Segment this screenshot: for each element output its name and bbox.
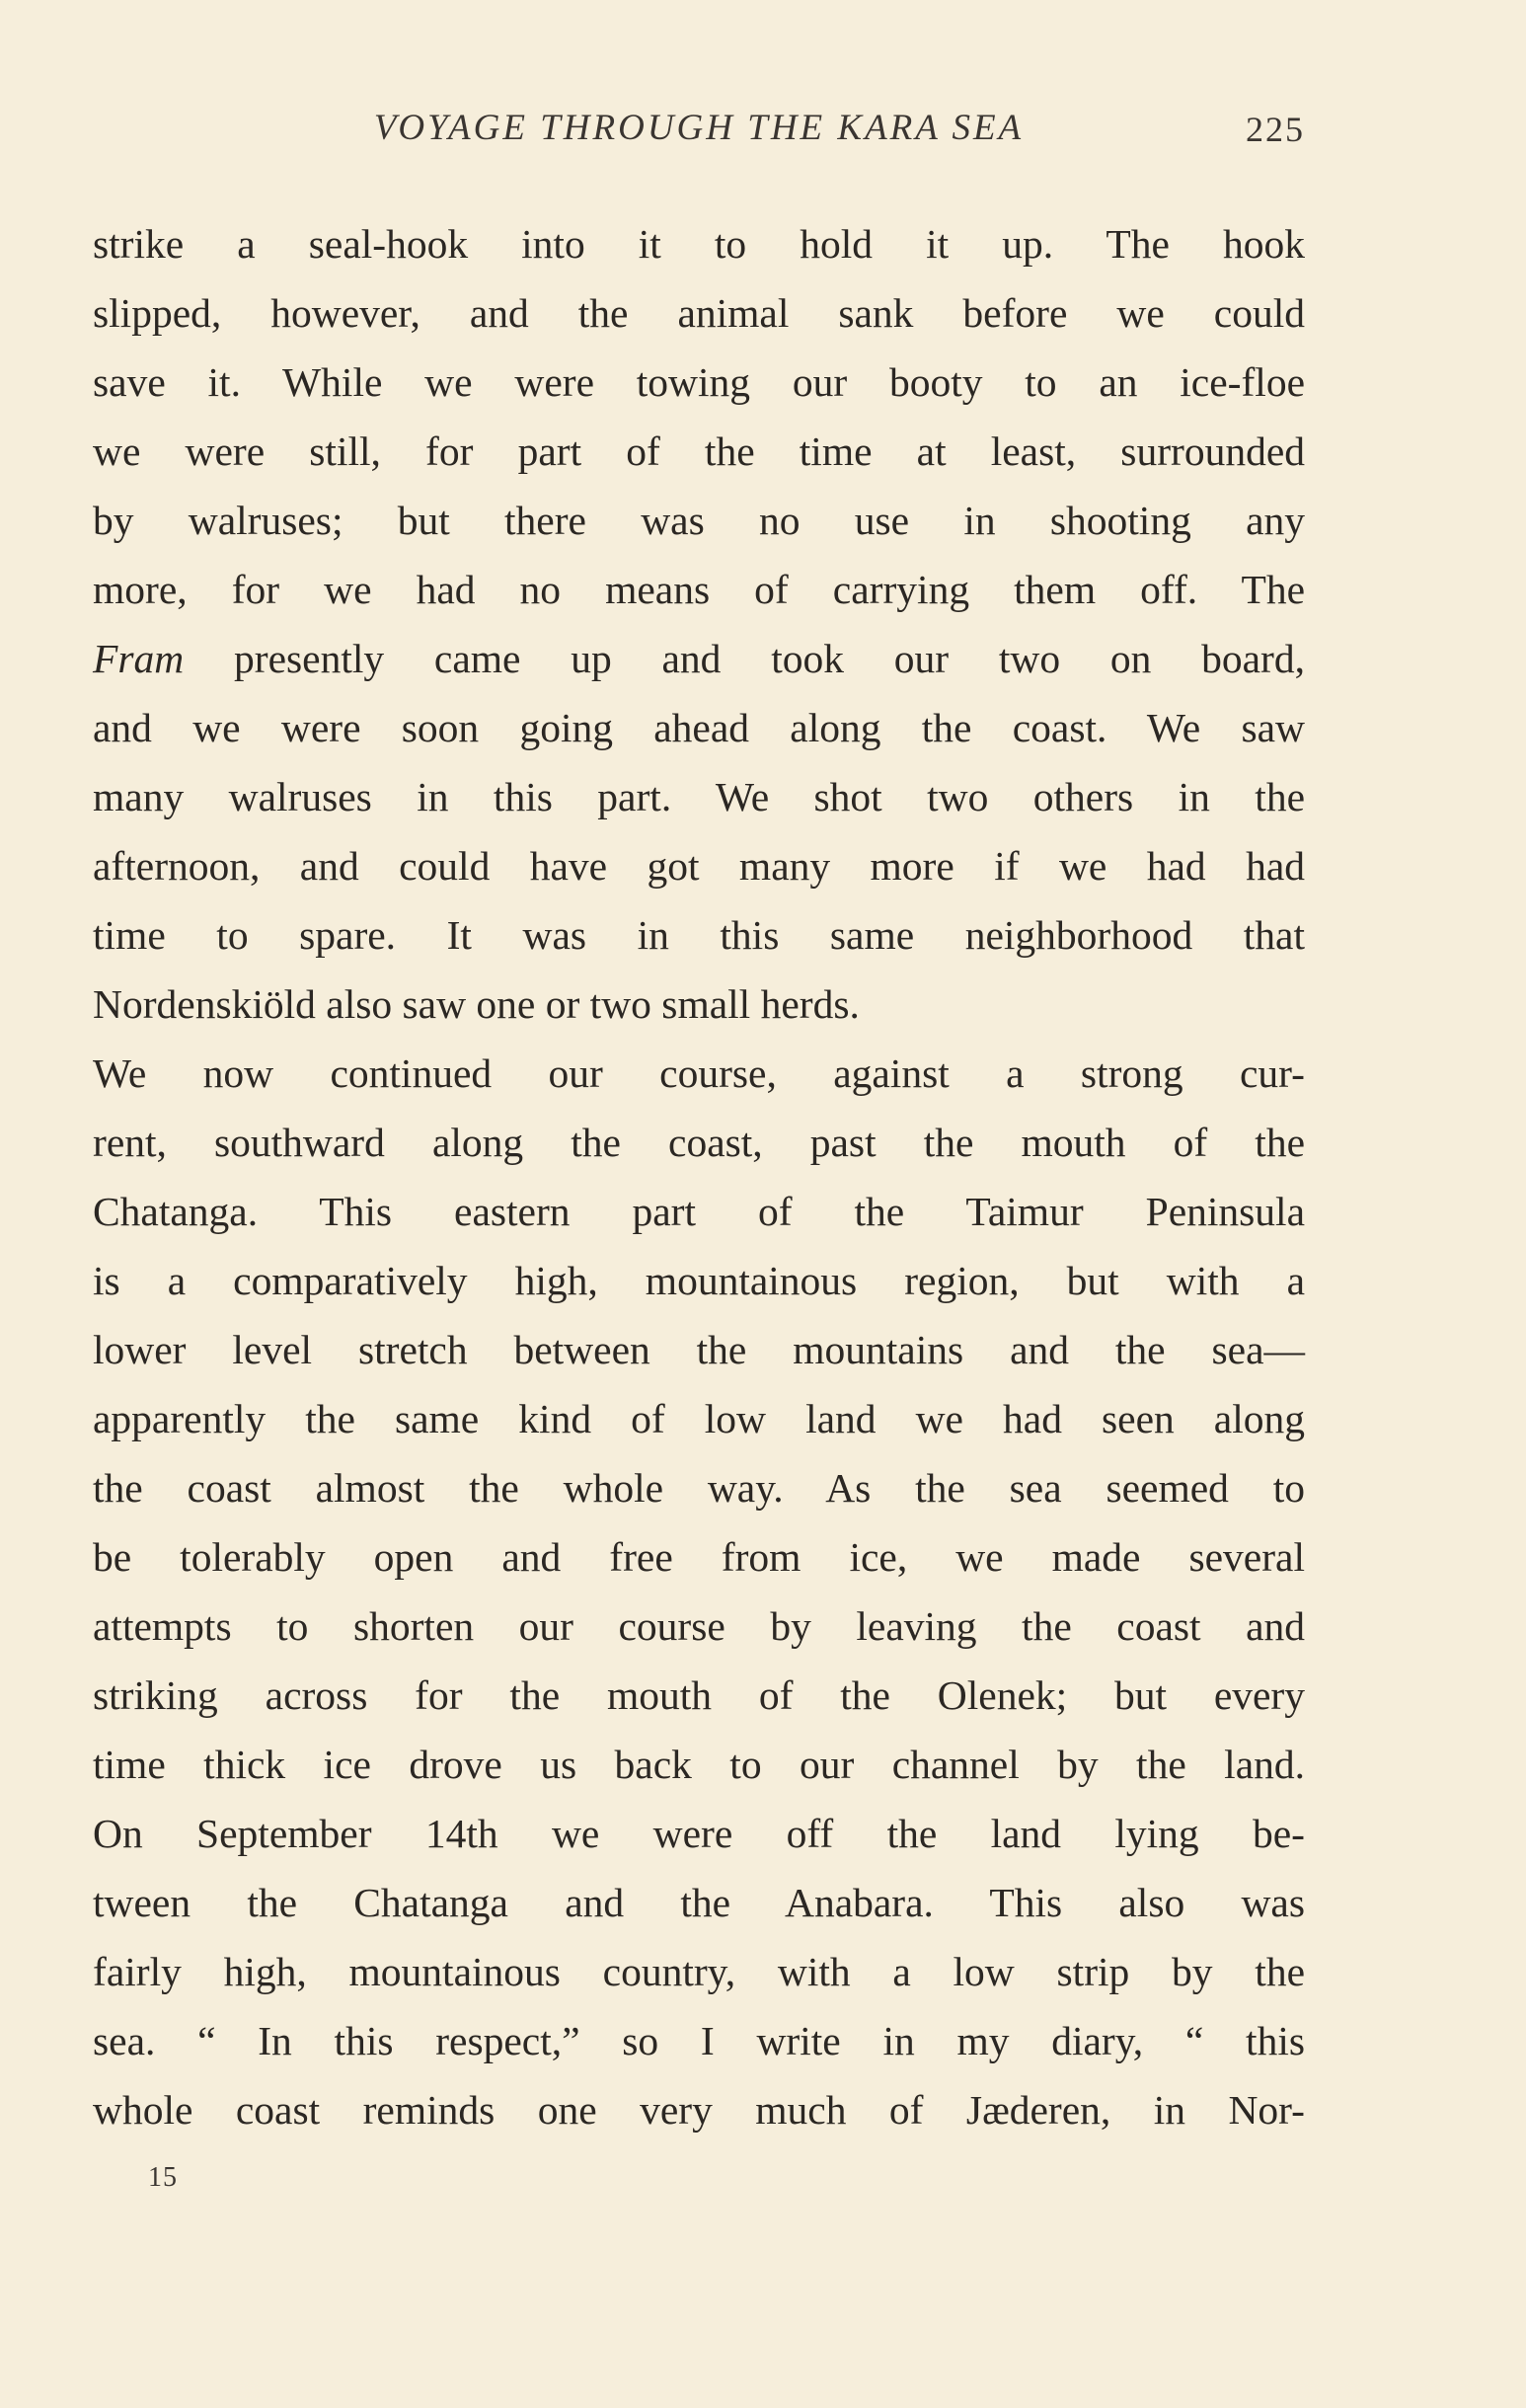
text-line: save it. While we were towing our booty to an ice-floe: [93, 359, 1305, 405]
text-line: strike a seal-hook into it to hold it up. The hook: [93, 221, 1305, 267]
paragraph-start: We now continued our course, against a strong cur-: [93, 1050, 1305, 1096]
text-line: On September 14th we were off the land lying be-: [93, 1811, 1305, 1856]
text-line: slipped, however, and the animal sank before we could: [93, 290, 1305, 336]
text-line: more, for we had no means of carrying them off. The: [93, 567, 1305, 612]
text-line: lower level stretch between the mountains and the sea—: [93, 1327, 1305, 1372]
text-line: is a comparatively high, mountainous region, but with a: [93, 1258, 1305, 1303]
page-number: 225: [1246, 110, 1305, 149]
text-line: time to spare. It was in this same neighborhood that: [93, 912, 1305, 958]
signature-mark: 15: [148, 2162, 178, 2193]
text-line: many walruses in this part. We shot two others in the: [93, 774, 1305, 819]
text-line: attempts to shorten our course by leaving the coast and: [93, 1603, 1305, 1649]
text-line: time thick ice drove us back to our channel by the land.: [93, 1742, 1305, 1787]
text-line: [93, 624, 1305, 693]
text-line: apparently the same kind of low land we had seen along: [93, 1396, 1305, 1441]
text-line: striking across for the mouth of the Olenek; but every: [93, 1672, 1305, 1718]
text-line: whole coast reminds one very much of Jæderen, in Nor-: [93, 2087, 1305, 2133]
text-line: and we were soon going ahead along the coast. We saw: [93, 705, 1305, 750]
text-line: Nordenskiöld also saw one or two small herds.: [93, 981, 860, 1027]
text-line: by walruses; but there was no use in shooting any: [93, 498, 1305, 543]
text-line: we were still, for part of the time at least, surrounded: [93, 428, 1305, 474]
body-text: [93, 209, 1305, 2144]
text-line-rest: presently came up and took our two on board,: [234, 636, 1306, 681]
running-head: [93, 107, 1305, 158]
text-line: sea. “ In this respect,” so I write in my diary, “ this: [93, 2018, 1305, 2063]
text-line: [93, 1039, 1305, 1108]
text-line: the coast almost the whole way. As the sea seemed to: [93, 1465, 1305, 1511]
text-line: tween the Chatanga and the Anabara. This also was: [93, 1880, 1305, 1925]
text-line: afternoon, and could have got many more if we had had: [93, 843, 1305, 889]
text-line: rent, southward along the coast, past the mouth of the: [93, 1120, 1305, 1165]
text-line: fairly high, mountainous country, with a low strip by the: [93, 1949, 1305, 1994]
ship-name: Fram: [93, 636, 185, 681]
text-line: be tolerably open and free from ice, we made several: [93, 1534, 1305, 1580]
running-title: VOYAGE THROUGH THE KARA SEA: [373, 108, 1025, 148]
text-line: Chatanga. This eastern part of the Taimur Peninsula: [93, 1189, 1305, 1234]
